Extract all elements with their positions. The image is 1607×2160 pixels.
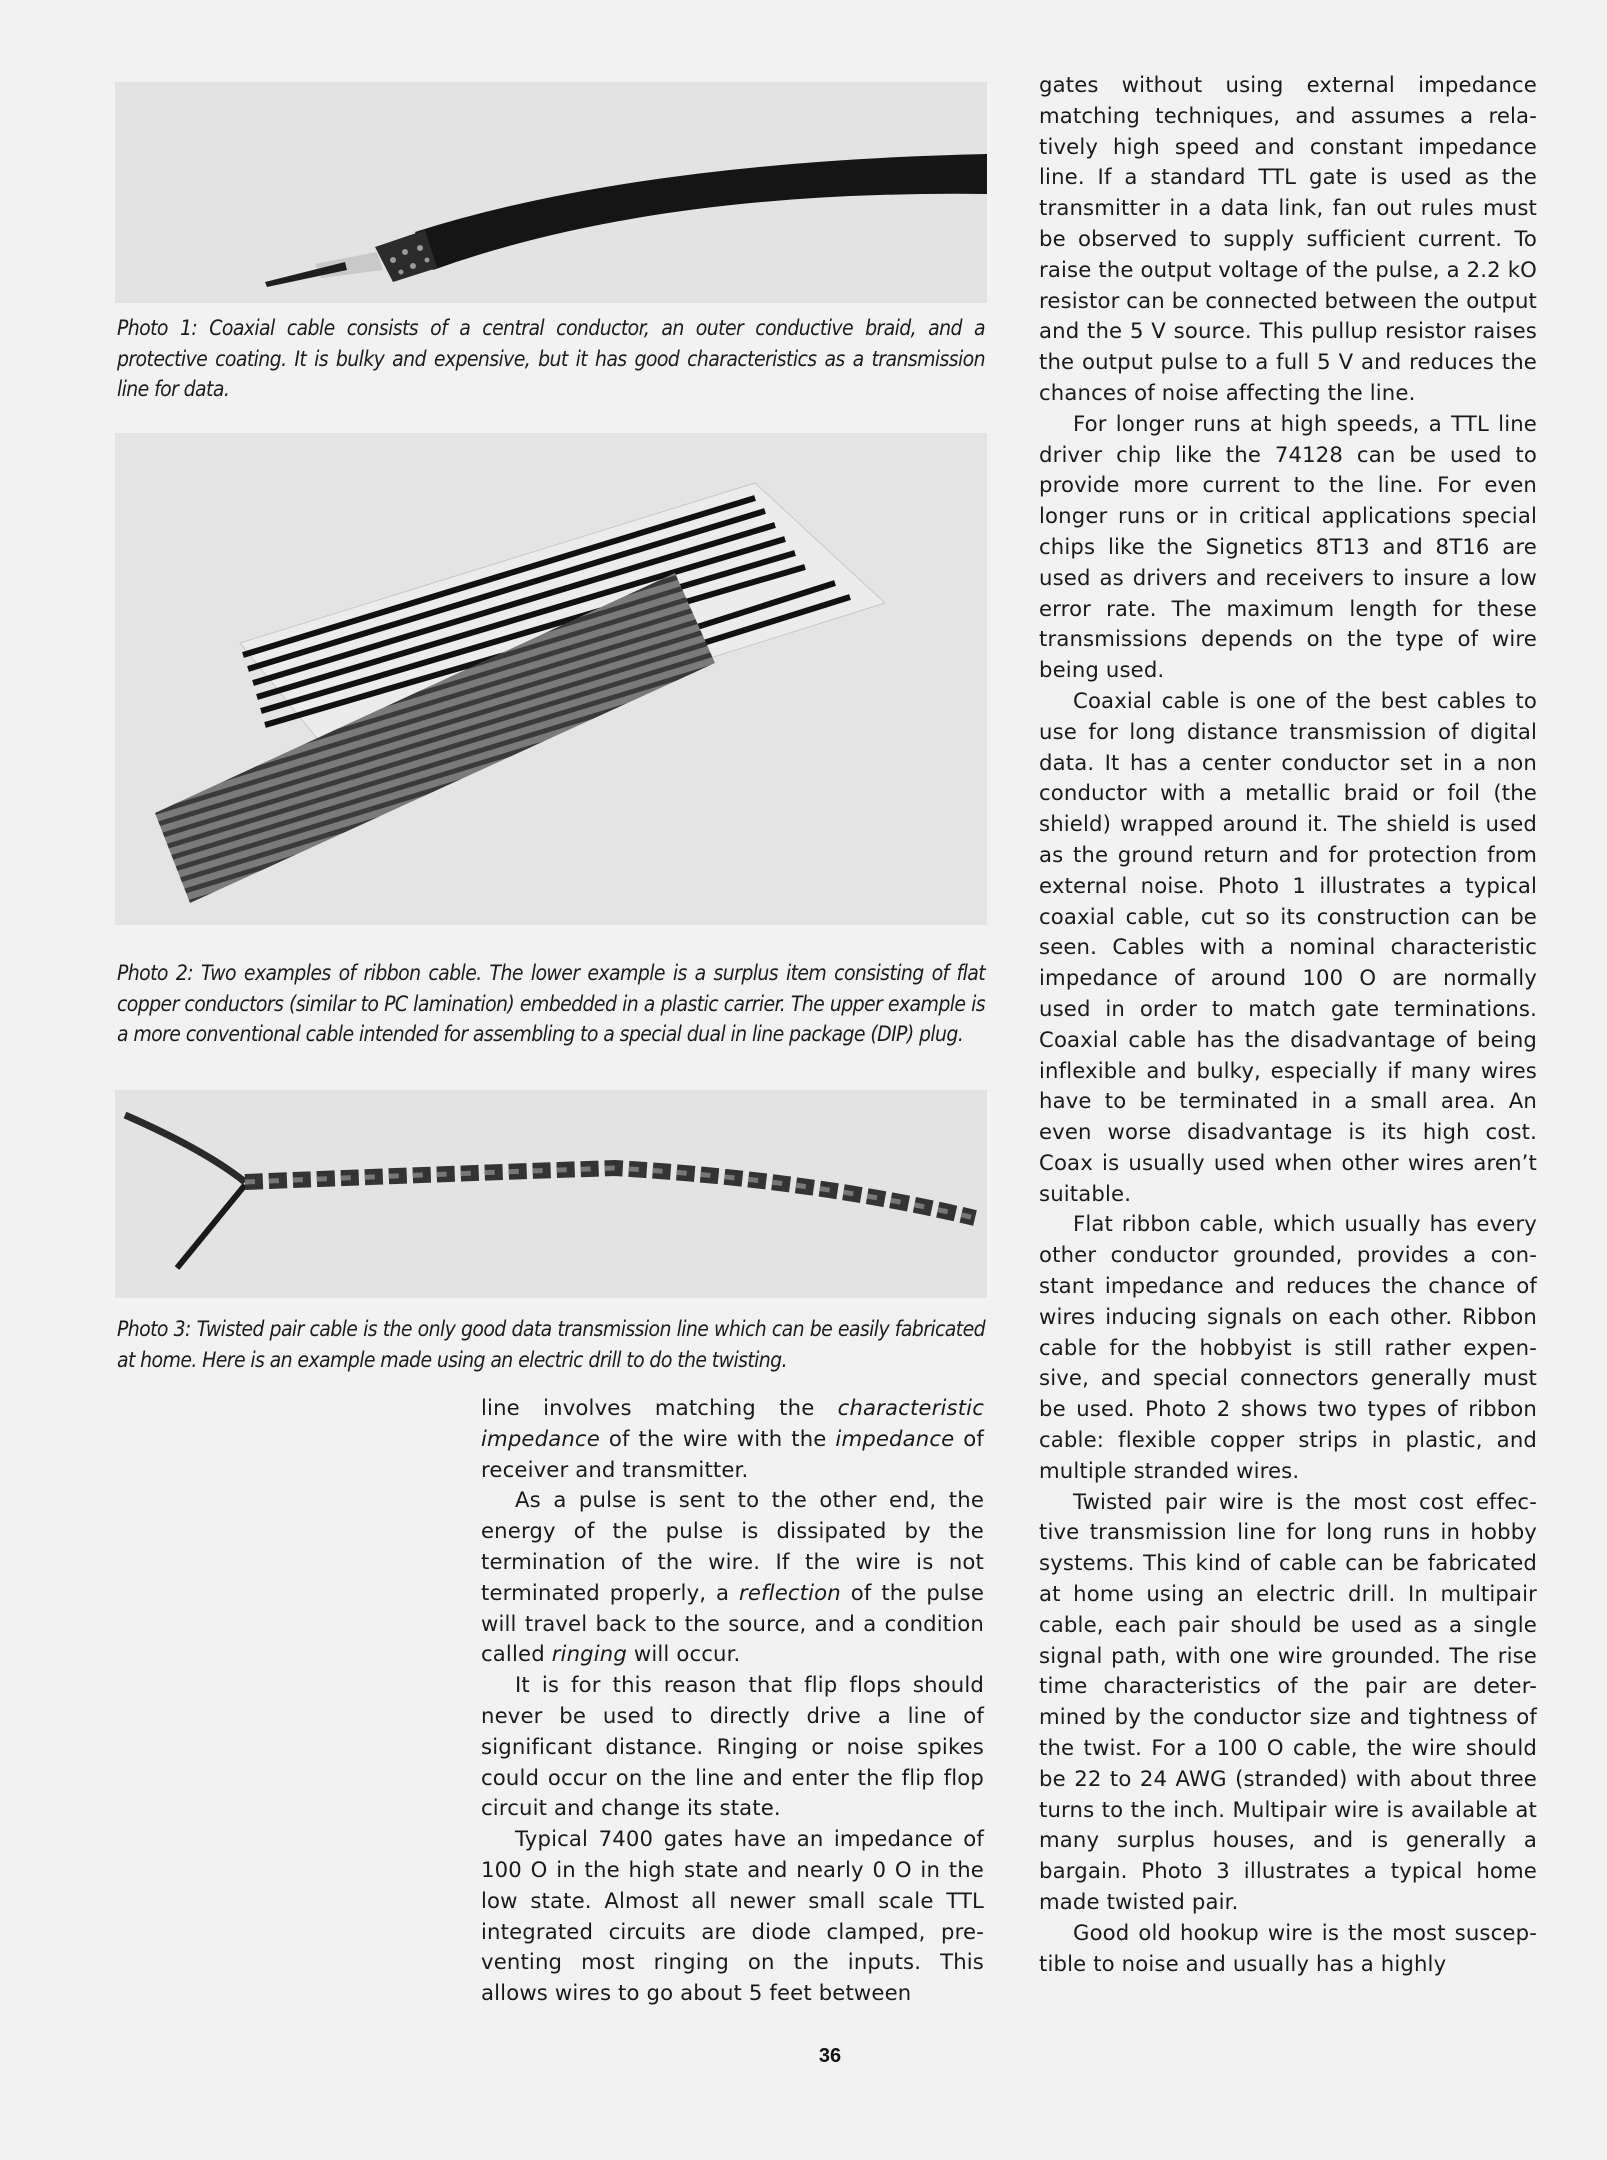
caption-text: Two examples of ribbon cable. The lower example is a surplus item consisting of flat copper conductors (similar to PC lamination) embedded in a plastic carrier. The upper example is a more conventional cable intended for assembling to a special dual in line package (DIP) plug. — [117, 961, 985, 1046]
photo-coaxial-cable — [115, 82, 987, 303]
term-ringing: ringing — [551, 1641, 627, 1667]
page-number: 36 — [818, 2045, 842, 2067]
left-text-column — [481, 1393, 984, 2009]
text-run: of the pulse will travel back to the source, and a condition called — [481, 1579, 984, 1667]
ribbon-cable-image — [115, 433, 987, 925]
right-text-column — [1039, 70, 1537, 1979]
paragraph: gates without using external impedance matching techniques, and assumes a rela-tively high speed and constant impedance line. If a standard TTL gate is used as the transmitter in a data link, fan out rules must be observed to supply sufficient current. To raise the output voltage of the pulse, a 2.2 kO resistor can be connected between the output and the 5 V source. This pullup resistor raises the output pulse to a full 5 V and reduces the chances of noise affecting the line. — [1039, 72, 1537, 405]
term-reflection: reflection — [739, 1579, 841, 1605]
photo-2-caption — [117, 958, 985, 1050]
text-run: of receiver and transmitter. — [481, 1425, 984, 1482]
term-impedance: impedance — [835, 1425, 955, 1451]
paragraph: Typical 7400 gates have an impedance of 100 O in the high state and nearly 0 O in the low state. Almost all newer small scale TTL integrated circuits are diode clamped, pre-venting most ringing on the inputs. This allows wires to go about 5 feet between — [481, 1826, 984, 2006]
paragraph: Twisted pair wire is the most cost effec-tive transmission line for long runs in hobby systems. This kind of cable can be fabricated at home using an electric drill. In multipair cable, each pair should be used as a single signal path, with one wire grounded. The rise time characteristics of the pair are deter-mined by the conductor size and tightness of the twist. For a 100 O cable, the wire should be 22 to 24 AWG (stranded) with about three turns to the inch. Multipair wire is available at many surplus houses, and is generally a bargain. Photo 3 illustrates a typical home made twisted pair. — [1039, 1488, 1537, 1915]
twisted-pair-image — [115, 1090, 987, 1298]
text-run: line involves matching the — [481, 1395, 838, 1420]
paragraph: For longer runs at high speeds, a TTL line driver chip like the 74128 can be used to provide more current to the line. For even longer runs or in critical applications special chips like the Signetics 8T13 and 8T16 are used as drivers and receivers to insure a low error rate. The maximum length for these transmissions depends on the type of wire being used. — [1039, 410, 1537, 683]
term-characteristic-impedance: characteristic impedance — [481, 1395, 984, 1451]
paragraph: Good old hookup wire is the most suscep-tible to noise and usually has a highly — [1039, 1919, 1537, 1976]
caption-label: Photo 2: — [117, 961, 194, 985]
paragraph: Flat ribbon cable, which usually has every other conductor grounded, provides a con-stant impedance and reduces the chance of wires inducing signals on each other. Ribbon cable for the hobbyist is still rather expen-sive, and special connectors generally must be used. Photo 2 shows two types of ribbon cable: flexible copper strips in plastic, and multiple stranded wires. — [1039, 1211, 1537, 1483]
paragraph — [481, 1485, 984, 1670]
photo-1-caption — [117, 313, 985, 405]
photo-3-caption — [117, 1314, 985, 1375]
paragraph: Coaxial cable is one of the best cables to use for long distance transmission of digital data. It has a center conductor set in a non conductor with a metallic braid or foil (the shield) wrapped around it. The shield is used as the ground return and for protection from external noise. Photo 1 illustrates a typical coaxial cable, cut so its construction can be seen. Cables with a nominal characteristic impedance of around 100 O are normally used in order to match gate terminations. Coaxial cable has the disadvantage of being inflexible and bulky, especially if many wires have to be terminated in a small area. An even worse disadvantage is its high cost. Coax is usually used when other wires aren’t suitable. — [1039, 687, 1537, 1206]
caption-label: Photo 3: — [117, 1317, 191, 1341]
caption-text: Twisted pair cable is the only good data transmission line which can be easily fabricated at home. Here is an example made using an electric drill to do the twisting. — [117, 1317, 986, 1372]
caption-text: Coaxial cable consists of a central conductor, an outer conductive braid, and a protective coating. It is bulky and expensive, but it has good characteristics as a transmission line for data. — [117, 316, 985, 401]
coaxial-cable-image — [115, 82, 987, 303]
caption-label: Photo 1: — [117, 316, 198, 340]
paragraph: It is for this reason that flip flops should never be used to directly drive a line of significant distance. Ringing or noise spikes could occur on the line and enter the flip flop circuit and change its state. — [481, 1672, 984, 1821]
photo-ribbon-cable — [115, 433, 987, 925]
paragraph — [481, 1393, 984, 1485]
text-run: of the wire with the — [599, 1425, 836, 1451]
text-run: As a pulse is sent to the other end, the energy of the pulse is dissipated by the termination of the wire. If the wire is not terminated properly, a — [481, 1487, 984, 1605]
text-run: will occur. — [626, 1641, 741, 1667]
photo-twisted-pair — [115, 1090, 987, 1298]
